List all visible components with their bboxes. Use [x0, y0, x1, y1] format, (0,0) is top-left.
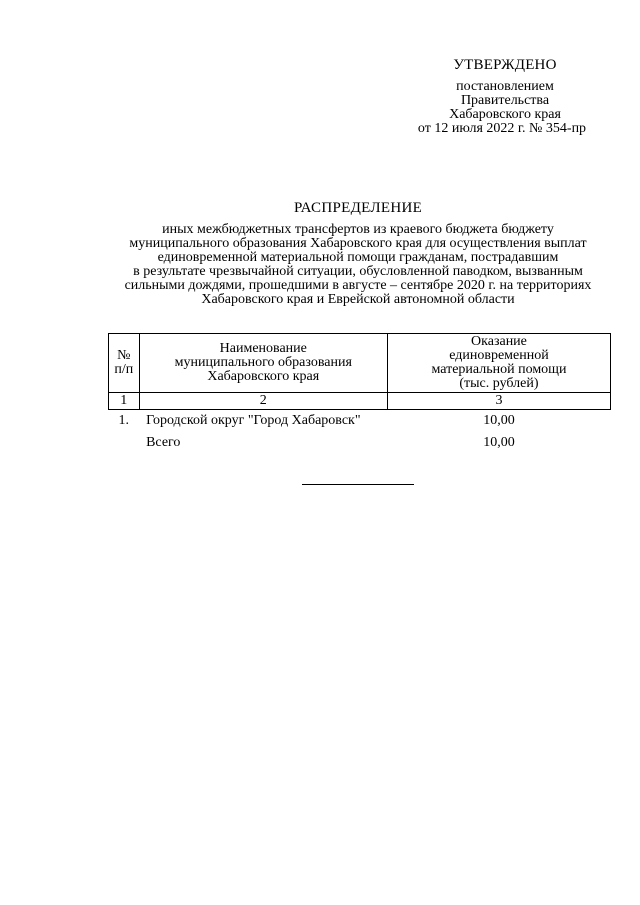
- approval-line: Правительства: [460, 93, 550, 108]
- approval-date: от 12 июля 2022 г. № 354-пр: [417, 121, 587, 136]
- header-number: [109, 334, 140, 393]
- column-number: 3: [387, 393, 610, 410]
- total-amount: 10,00: [483, 435, 515, 450]
- column-number-row: [109, 393, 611, 410]
- header-amount-line: материальной помощи: [431, 362, 567, 377]
- column-number: 1: [109, 393, 140, 410]
- approval-title: УТВЕРЖДЕНО: [453, 57, 557, 73]
- subtitle-line: муниципального образования Хабаровского края для осуществления выплат: [129, 236, 587, 251]
- document-heading: [108, 200, 608, 307]
- header-municipality-line: Наименование: [219, 341, 307, 356]
- subtitle-line: иных межбюджетных трансфертов из краевого бюджета бюджету: [162, 222, 554, 237]
- column-number: 2: [139, 393, 387, 410]
- total-label: Всего: [146, 435, 181, 450]
- approval-block: [400, 58, 610, 136]
- header-number-line: п/п: [114, 362, 134, 377]
- header-municipality-line: Хабаровского края: [207, 369, 320, 384]
- subtitle-line: единовременной материальной помощи гражданам, пострадавшим: [157, 250, 559, 265]
- header-amount-line: единовременной: [449, 348, 549, 363]
- total-row: [109, 432, 611, 452]
- approval-line: постановлением: [456, 79, 554, 94]
- header-number-line: №: [117, 348, 131, 363]
- document-subtitle: [108, 223, 608, 307]
- document-title: РАСПРЕДЕЛЕНИЕ: [293, 200, 423, 216]
- header-municipality-line: муниципального образования: [174, 355, 352, 370]
- header-amount-line: (тыс. рублей): [459, 376, 539, 391]
- row-number: 1.: [118, 413, 130, 428]
- distribution-table: [108, 333, 611, 452]
- subtitle-line: сильными дождями, прошедшими в августе – сентябре 2020 г. на территориях: [124, 278, 592, 293]
- approval-line: Хабаровского края: [449, 107, 561, 122]
- header-municipality: [139, 334, 387, 393]
- row-amount: 10,00: [483, 413, 515, 428]
- total-empty: [109, 432, 140, 452]
- subtitle-line: Хабаровского края и Еврейской автономной области: [201, 292, 515, 307]
- header-amount-line: Оказание: [471, 334, 527, 349]
- subtitle-line: в результате чрезвычайной ситуации, обусловленной паводком, вызванным: [133, 264, 583, 279]
- header-amount: [387, 334, 610, 393]
- table-row: [109, 410, 611, 433]
- end-separator-line: [302, 484, 414, 485]
- row-municipality: Городской округ "Город Хабаровск": [146, 413, 361, 428]
